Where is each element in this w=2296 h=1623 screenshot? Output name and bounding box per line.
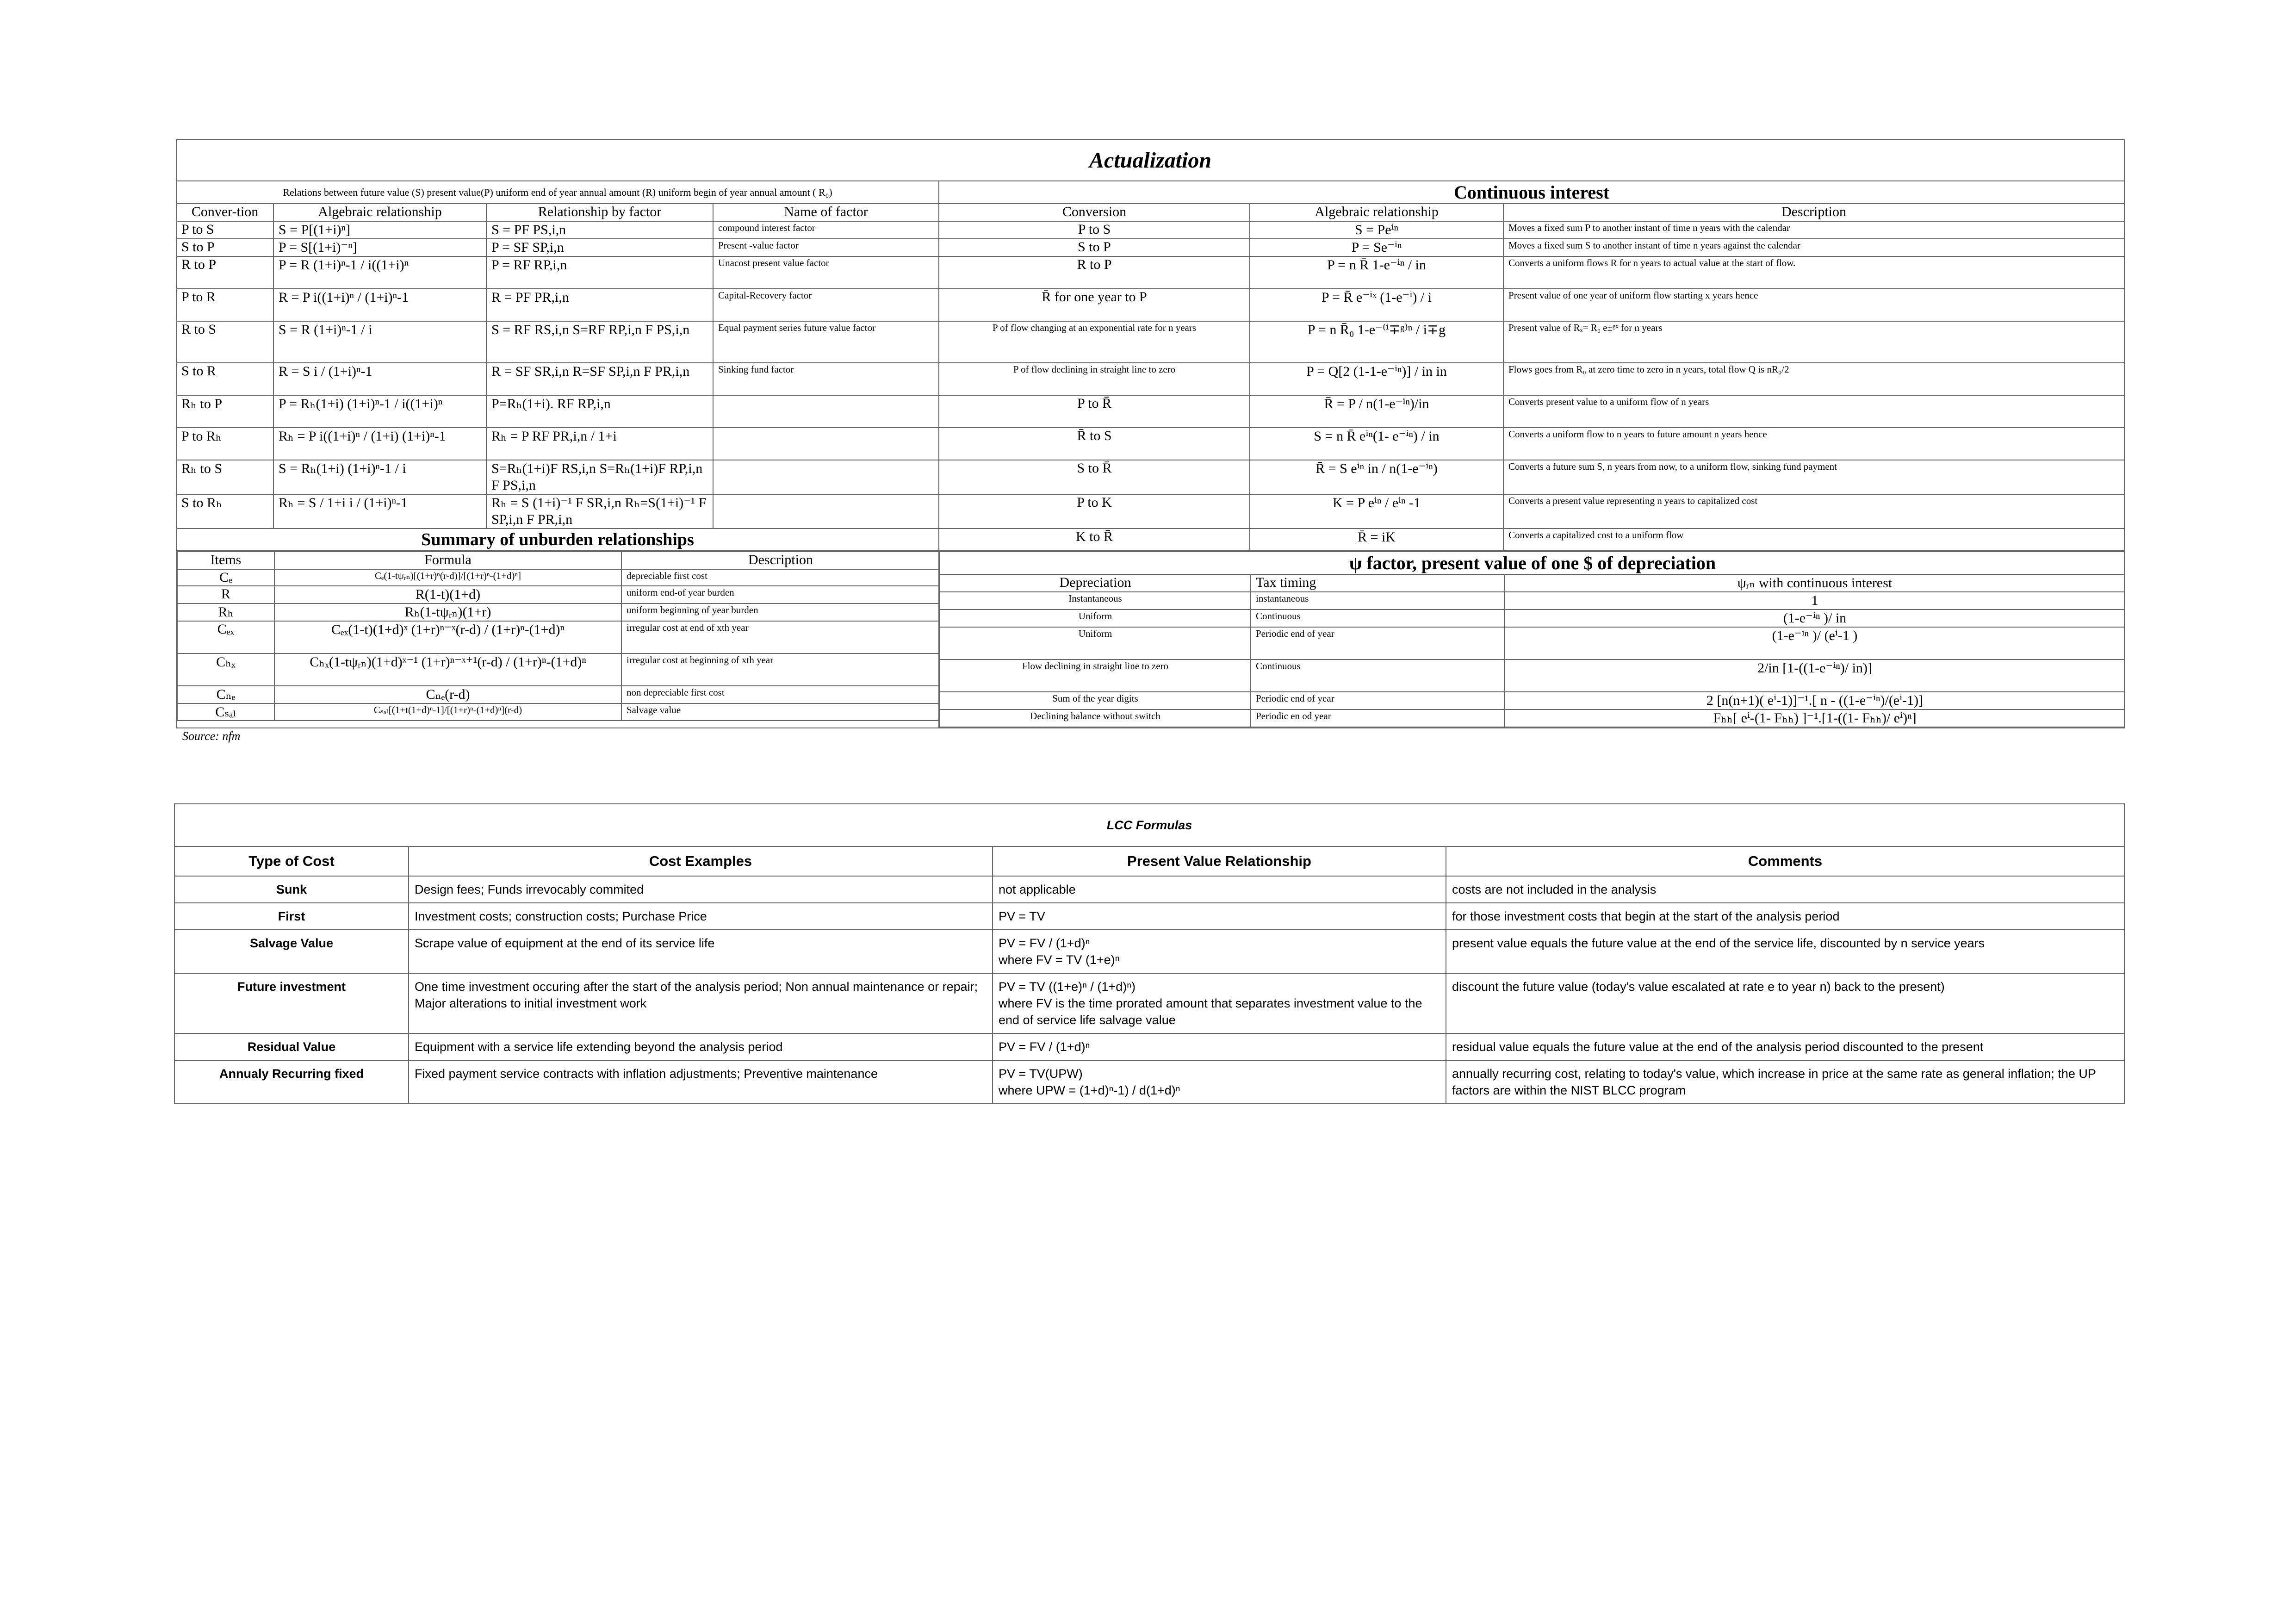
continuous-algebraic-cell: R̄ = iK	[1250, 529, 1503, 551]
depreciation-cell: Flow declining in straight line to zero	[940, 659, 1251, 692]
algebraic-cell: S = Rₕ(1+i) (1+i)ⁿ-1 / i	[273, 460, 486, 494]
lcc-sheet	[174, 803, 2124, 1104]
psi-section	[939, 551, 2124, 728]
conversion-cell: Rₕ to P	[176, 395, 273, 428]
conversion-cell: R to P	[176, 256, 273, 289]
depreciation-cell: Instantaneous	[940, 592, 1251, 609]
tax-timing-cell: Periodic end of year	[1251, 692, 1504, 709]
psi-col-header: ψᵣₙ with continuous interest	[1504, 574, 2124, 592]
factor-name-cell	[713, 460, 939, 494]
cost-examples-cell: Equipment with a service life extending beyond the analysis period	[409, 1033, 993, 1060]
description-cell: Converts a present value representing n years to capitalized cost	[1503, 494, 2124, 529]
algebraic-cell: Rₕ = S / 1+i i / (1+i)ⁿ-1	[273, 494, 486, 529]
factor-cell: P=Rₕ(1+i). RF RP,i,n	[486, 395, 713, 428]
table-row	[176, 363, 2124, 395]
psi-col-header: Depreciation	[940, 574, 1251, 592]
tax-timing-cell: Continuous	[1251, 609, 1504, 627]
lcc-col-header: Present Value Relationship	[993, 846, 1446, 876]
lcc-col-header: Comments	[1446, 846, 2124, 876]
cost-examples-cell: Scrape value of equipment at the end of its service life	[409, 930, 993, 973]
psi-value-cell: (1-e⁻ⁱⁿ )/ (eⁱ-1 )	[1504, 627, 2124, 659]
cost-examples-cell: Investment costs; construction costs; Purchase Price	[409, 903, 993, 930]
description-cell: depreciable first cost	[621, 569, 939, 586]
summary-col-header: Description	[621, 552, 939, 569]
col-header: Algebraic relationship	[1250, 204, 1503, 221]
psi-value-cell: (1-e⁻ⁱⁿ )/ in	[1504, 609, 2124, 627]
item-cell: Cₑ	[177, 569, 274, 586]
table-row	[940, 659, 2124, 692]
table-row	[176, 221, 2124, 239]
col-header: Conversion	[939, 204, 1250, 221]
conversion-cell: P to Rₕ	[176, 428, 273, 460]
item-cell: Cₙₑ	[177, 686, 274, 703]
pv-relationship-cell: not applicable	[993, 876, 1446, 903]
tax-timing-cell: instantaneous	[1251, 592, 1504, 609]
algebraic-cell: P = Rₕ(1+i) (1+i)ⁿ-1 / i((1+i)ⁿ	[273, 395, 486, 428]
tax-timing-cell: Continuous	[1251, 659, 1504, 692]
table-row	[176, 494, 2124, 529]
factor-cell: P = RF RP,i,n	[486, 256, 713, 289]
description-cell: uniform end-of year burden	[621, 586, 939, 603]
psi-value-cell: 1	[1504, 592, 2124, 609]
psi-title: ψ factor, present value of one $ of depreciation	[940, 552, 2124, 574]
conversion-cell: P to S	[176, 221, 273, 239]
factor-name-cell	[713, 428, 939, 460]
psi-col-header: Tax timing	[1251, 574, 1504, 592]
actualization-title: Actualization	[176, 139, 2124, 181]
algebraic-cell: Rₕ = P i((1+i)ⁿ / (1+i) (1+i)ⁿ-1	[273, 428, 486, 460]
conversion-cell: P to R	[176, 289, 273, 321]
continuous-algebraic-cell: P = n R̄₀ 1-e⁻⁽ⁱ∓ᵍ⁾ⁿ / i∓g	[1250, 321, 1503, 363]
table-row	[176, 256, 2124, 289]
factor-cell: S = PF PS,i,n	[486, 221, 713, 239]
lcc-col-header: Cost Examples	[409, 846, 993, 876]
psi-value-cell: 2/in [1-((1-e⁻ⁱⁿ)/ in)]	[1504, 659, 2124, 692]
comments-cell: discount the future value (today's value escalated at rate e to year n) back to the present)	[1446, 973, 2124, 1033]
factor-cell: R = PF PR,i,n	[486, 289, 713, 321]
table-row	[176, 239, 2124, 256]
conversion-cell: S to Rₕ	[176, 494, 273, 529]
factor-name-cell: Sinking fund factor	[713, 363, 939, 395]
continuous-conversion-cell: P to K	[939, 494, 1250, 529]
algebraic-cell: P = R (1+i)ⁿ-1 / i((1+i)ⁿ	[273, 256, 486, 289]
cost-examples-cell: Fixed payment service contracts with inflation adjustments; Preventive maintenance	[409, 1060, 993, 1104]
description-cell: Present value of one year of uniform flow starting x years hence	[1503, 289, 2124, 321]
continuous-conversion-cell: P to R̄	[939, 395, 1250, 428]
formula-cell: R(1-t)(1+d)	[274, 586, 621, 603]
continuous-conversion-cell: K to R̄	[939, 529, 1250, 551]
table-row	[940, 592, 2124, 609]
algebraic-cell: R = S i / (1+i)ⁿ-1	[273, 363, 486, 395]
table-row	[940, 692, 2124, 709]
formula-cell: Cₛₐₗ[(1+t(1+d)ⁿ-1]/[(1+r)ⁿ-(1+d)ⁿ](r-d)	[274, 703, 621, 721]
description-cell: Converts a uniform flows R for n years to actual value at the start of flow.	[1503, 256, 2124, 289]
item-cell: R	[177, 586, 274, 603]
description-cell: Converts a future sum S, n years from now, to a uniform flow, sinking fund payment	[1503, 460, 2124, 494]
comments-cell: for those investment costs that begin at the start of the analysis period	[1446, 903, 2124, 930]
relations-header: Relations between future value (S) present value(P) uniform end of year annual amount (R) uniform begin of year annual amount ( R₀)	[176, 181, 939, 204]
table-row	[174, 1060, 2124, 1104]
algebraic-cell: P = S[(1+i)⁻ⁿ]	[273, 239, 486, 256]
factor-name-cell	[713, 395, 939, 428]
conversion-cell: R to S	[176, 321, 273, 363]
summary-col-header: Formula	[274, 552, 621, 569]
item-cell: Cₑₓ	[177, 621, 274, 653]
source-note: Source: nfm	[182, 729, 241, 743]
formula-cell: Cₙₑ(r-d)	[274, 686, 621, 703]
description-cell: Present value of Rₓ= R₀ e±ᵍˣ for n years	[1503, 321, 2124, 363]
table-row	[174, 1033, 2124, 1060]
continuous-algebraic-cell: K = P eⁱⁿ / eⁱⁿ -1	[1250, 494, 1503, 529]
cost-type-cell: Future investment	[174, 973, 409, 1033]
factor-name-cell: compound interest factor	[713, 221, 939, 239]
description-cell: non depreciable first cost	[621, 686, 939, 703]
table-row	[177, 686, 939, 703]
psi-value-cell: Fₕₕ[ eⁱ-(1- Fₕₕ) ]⁻¹.[1-((1- Fₕₕ)/ eⁱ)ⁿ]	[1504, 709, 2124, 727]
continuous-conversion-cell: P to S	[939, 221, 1250, 239]
continuous-conversion-cell: R to P	[939, 256, 1250, 289]
comments-cell: costs are not included in the analysis	[1446, 876, 2124, 903]
continuous-algebraic-cell: P = R̄ e⁻ⁱˣ (1-e⁻ⁱ) / i	[1250, 289, 1503, 321]
factor-cell: S = RF RS,i,n S=RF RP,i,n F PS,i,n	[486, 321, 713, 363]
description-cell: Converts a uniform flow to n years to future amount n years hence	[1503, 428, 2124, 460]
table-row	[174, 903, 2124, 930]
pv-relationship-cell: PV = TV ((1+e)ⁿ / (1+d)ⁿ) where FV is the time prorated amount that separates investment value to the end of service life salvage value	[993, 973, 1446, 1033]
psi-value-cell: 2 [n(n+1)( eⁱ-1)]⁻¹.[ n - ((1-e⁻ⁱⁿ)/(eⁱ-1)]	[1504, 692, 2124, 709]
lcc-title: LCC Formulas	[174, 804, 2124, 846]
continuous-conversion-cell: S to R̄	[939, 460, 1250, 494]
continuous-conversion-cell: S to P	[939, 239, 1250, 256]
summary-section	[176, 551, 939, 728]
factor-name-cell: Capital-Recovery factor	[713, 289, 939, 321]
pv-relationship-cell: PV = TV(UPW) where UPW = (1+d)ⁿ-1) / d(1+d)ⁿ	[993, 1060, 1446, 1104]
description-cell: Converts a capitalized cost to a uniform flow	[1503, 529, 2124, 551]
actualization-sheet	[176, 139, 2124, 745]
cost-type-cell: First	[174, 903, 409, 930]
factor-name-cell	[713, 494, 939, 529]
description-cell: uniform beginning of year burden	[621, 603, 939, 621]
factor-name-cell: Present -value factor	[713, 239, 939, 256]
psi-table	[939, 551, 2124, 728]
col-header: Algebraic relationship	[273, 204, 486, 221]
conversion-cell: Rₕ to S	[176, 460, 273, 494]
summary-table	[177, 551, 939, 721]
description-cell: Moves a fixed sum P to another instant of time n years with the calendar	[1503, 221, 2124, 239]
table-row	[176, 395, 2124, 428]
actualization-table	[176, 139, 2125, 728]
comments-cell: annually recurring cost, relating to today's value, which increase in price at the same rate as general inflation; the UP factors are within the NIST BLCC program	[1446, 1060, 2124, 1104]
summary-title: Summary of unburden relationships	[176, 529, 939, 551]
description-cell: Converts present value to a uniform flow of n years	[1503, 395, 2124, 428]
table-row	[176, 428, 2124, 460]
factor-name-cell: Equal payment series future value factor	[713, 321, 939, 363]
factor-cell: S=Rₕ(1+i)F RS,i,n S=Rₕ(1+i)F RP,i,n F PS,i,n	[486, 460, 713, 494]
conversion-cell: S to R	[176, 363, 273, 395]
pv-relationship-cell: PV = FV / (1+d)ⁿ	[993, 1033, 1446, 1060]
item-cell: Cₕₓ	[177, 653, 274, 686]
continuous-conversion-cell: P of flow changing at an exponential rate for n years	[939, 321, 1250, 363]
pv-relationship-cell: PV = TV	[993, 903, 1446, 930]
continuous-conversion-cell: P of flow declining in straight line to zero	[939, 363, 1250, 395]
description-cell: Flows goes from R₀ at zero time to zero in n years, total flow Q is nR₀/2	[1503, 363, 2124, 395]
table-row	[176, 289, 2124, 321]
table-row	[940, 609, 2124, 627]
col-header: Name of factor	[713, 204, 939, 221]
algebraic-cell: S = P[(1+i)ⁿ]	[273, 221, 486, 239]
item-cell: Cₛₐₗ	[177, 703, 274, 721]
table-row	[940, 709, 2124, 727]
factor-cell: P = SF SP,i,n	[486, 239, 713, 256]
algebraic-cell: R = P i((1+i)ⁿ / (1+i)ⁿ-1	[273, 289, 486, 321]
table-row	[176, 460, 2124, 494]
lcc-table	[174, 803, 2125, 1104]
table-row	[174, 930, 2124, 973]
continuous-algebraic-cell: S = Peⁱⁿ	[1250, 221, 1503, 239]
col-header: Conver-tion	[176, 204, 273, 221]
lcc-col-header: Type of Cost	[174, 846, 409, 876]
comments-cell: residual value equals the future value at the end of the analysis period discounted to the present	[1446, 1033, 2124, 1060]
comments-cell: present value equals the future value at the end of the service life, discounted by n service years	[1446, 930, 2124, 973]
description-cell: irregular cost at beginning of xth year	[621, 653, 939, 686]
continuous-algebraic-cell: S = n R̄ eⁱⁿ(1- e⁻ⁱⁿ) / in	[1250, 428, 1503, 460]
continuous-conversion-cell: R̄ to S	[939, 428, 1250, 460]
cost-type-cell: Residual Value	[174, 1033, 409, 1060]
continuous-algebraic-cell: P = Se⁻ⁱⁿ	[1250, 239, 1503, 256]
cost-examples-cell: One time investment occuring after the start of the analysis period; Non annual maintenance or repair; Major alterations to initial investment work	[409, 973, 993, 1033]
depreciation-cell: Uniform	[940, 627, 1251, 659]
col-header: Relationship by factor	[486, 204, 713, 221]
formula-cell: Cₑ(1-tψᵣₙ)[(1+r)ⁿ(r-d)]/[(1+r)ⁿ-(1+d)ⁿ]	[274, 569, 621, 586]
table-row	[940, 627, 2124, 659]
conversion-cell: S to P	[176, 239, 273, 256]
formula-cell: Rₕ(1-tψᵣₙ)(1+r)	[274, 603, 621, 621]
description-cell: Salvage value	[621, 703, 939, 721]
table-row	[174, 973, 2124, 1033]
factor-name-cell: Unacost present value factor	[713, 256, 939, 289]
cost-examples-cell: Design fees; Funds irrevocably commited	[409, 876, 993, 903]
table-row	[177, 603, 939, 621]
item-cell: Rₕ	[177, 603, 274, 621]
continuous-conversion-cell: R̄ for one year to P	[939, 289, 1250, 321]
continuous-interest-header: Continuous interest	[939, 181, 2124, 204]
factor-cell: Rₕ = S (1+i)⁻¹ F SR,i,n Rₕ=S(1+i)⁻¹ F SP,i,n F PR,i,n	[486, 494, 713, 529]
depreciation-cell: Declining balance without switch	[940, 709, 1251, 727]
col-header: Description	[1503, 204, 2124, 221]
table-row	[176, 321, 2124, 363]
description-cell: Moves a fixed sum S to another instant of time n years against the calendar	[1503, 239, 2124, 256]
continuous-algebraic-cell: P = n R̄ 1-e⁻ⁱⁿ / in	[1250, 256, 1503, 289]
continuous-algebraic-cell: R̄ = P / n(1-e⁻ⁱⁿ)/in	[1250, 395, 1503, 428]
table-row	[174, 876, 2124, 903]
cost-type-cell: Sunk	[174, 876, 409, 903]
table-row	[177, 653, 939, 686]
cost-type-cell: Salvage Value	[174, 930, 409, 973]
description-cell: irregular cost at end of xth year	[621, 621, 939, 653]
table-row	[177, 621, 939, 653]
table-row	[177, 586, 939, 603]
summary-col-header: Items	[177, 552, 274, 569]
algebraic-cell: S = R (1+i)ⁿ-1 / i	[273, 321, 486, 363]
factor-cell: Rₕ = P RF PR,i,n / 1+i	[486, 428, 713, 460]
formula-cell: Cₕₓ(1-tψᵣₙ)(1+d)ˣ⁻¹ (1+r)ⁿ⁻ˣ⁺¹(r-d) / (1+r)ⁿ-(1+d)ⁿ	[274, 653, 621, 686]
tax-timing-cell: Periodic end of year	[1251, 627, 1504, 659]
cost-type-cell: Annualy Recurring fixed	[174, 1060, 409, 1104]
factor-cell: R = SF SR,i,n R=SF SP,i,n F PR,i,n	[486, 363, 713, 395]
depreciation-cell: Uniform	[940, 609, 1251, 627]
formula-cell: Cₑₓ(1-t)(1+d)ˣ (1+r)ⁿ⁻ˣ(r-d) / (1+r)ⁿ-(1+d)ⁿ	[274, 621, 621, 653]
tax-timing-cell: Periodic en od year	[1251, 709, 1504, 727]
pv-relationship-cell: PV = FV / (1+d)ⁿ where FV = TV (1+e)ⁿ	[993, 930, 1446, 973]
table-row	[177, 703, 939, 721]
depreciation-cell: Sum of the year digits	[940, 692, 1251, 709]
continuous-algebraic-cell: P = Q[2 (1-1-e⁻ⁱⁿ)] / in in	[1250, 363, 1503, 395]
table-row	[177, 569, 939, 586]
continuous-algebraic-cell: R̄ = S eⁱⁿ in / n(1-e⁻ⁱⁿ)	[1250, 460, 1503, 494]
